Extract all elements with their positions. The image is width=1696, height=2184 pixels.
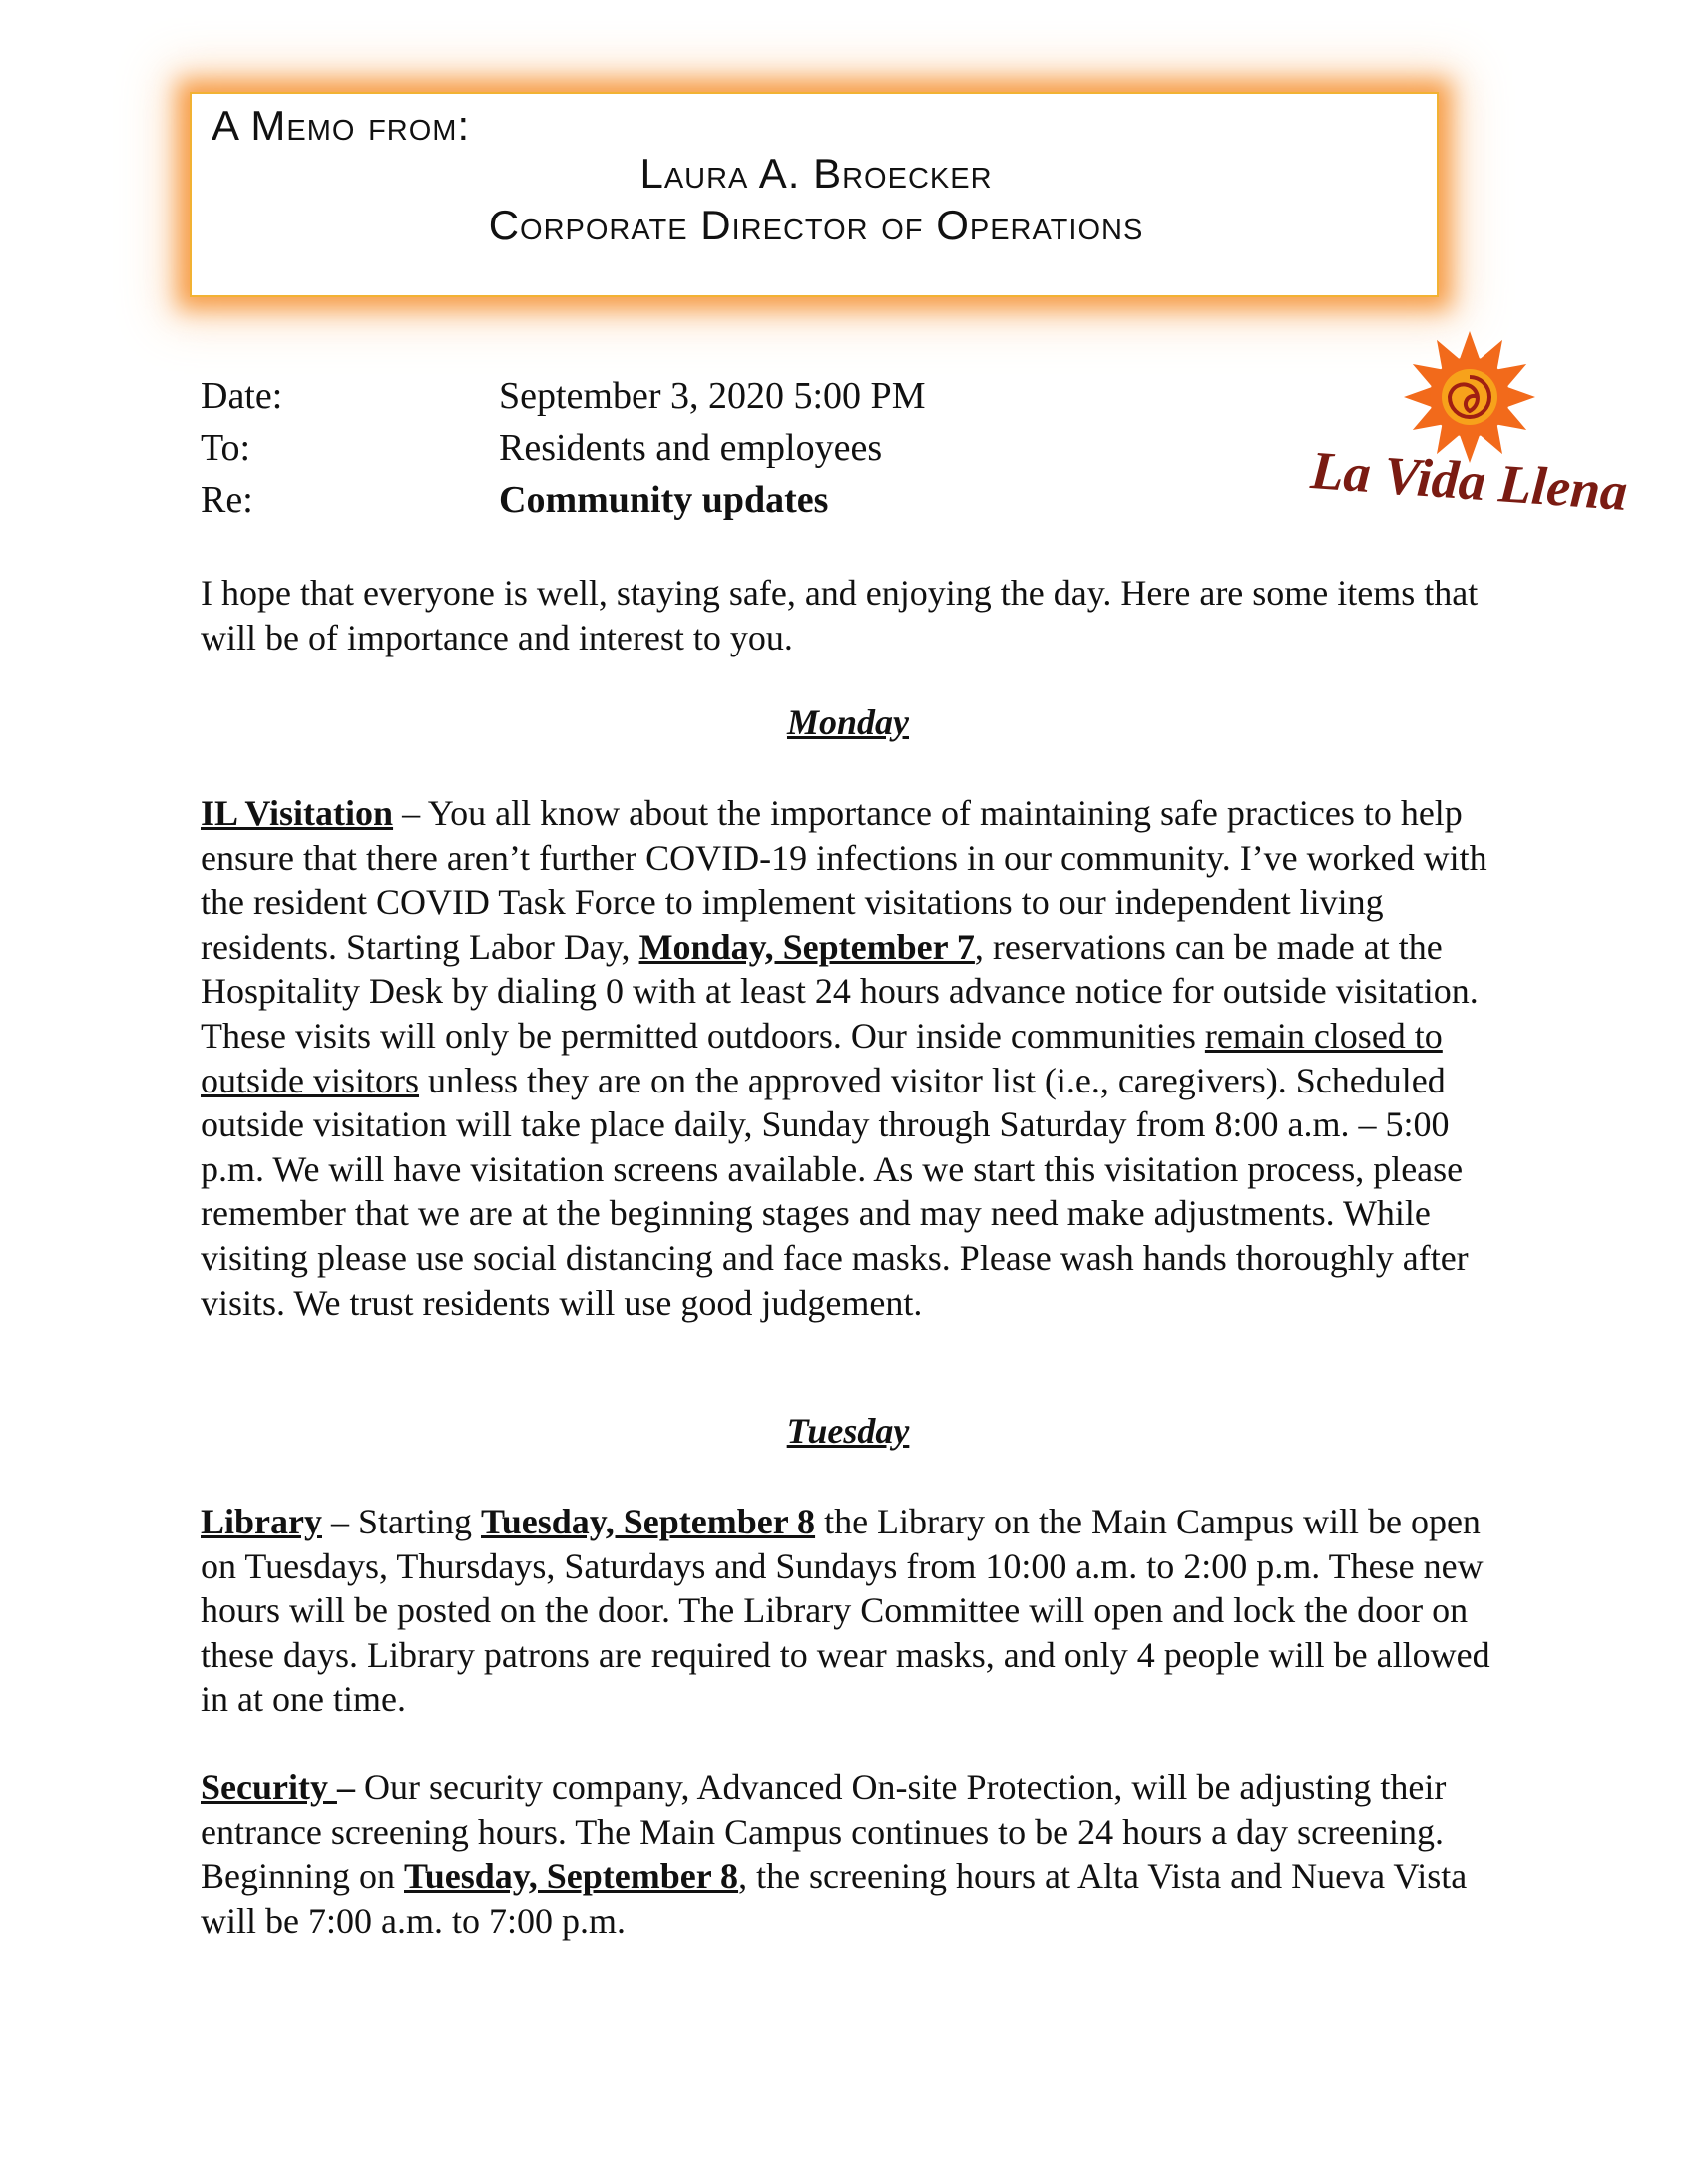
re-label: Re:	[201, 479, 253, 521]
security-title: Security	[201, 1767, 337, 1807]
memo-author-name: Laura A. Broecker	[639, 150, 993, 197]
date-label: Date:	[201, 375, 283, 417]
memo-header-box	[190, 92, 1439, 297]
to-label: To:	[201, 427, 251, 469]
security-paragraph	[201, 1765, 1517, 1943]
library-text-1: – Starting	[322, 1502, 481, 1541]
il-visitation-text-1: You all know about the importance of maintaining safe practices to help ensure that there aren’t further COVID-19 infections in our community. I’ve worked with the resident COVID Task Force to implement visitations to our independent living residents. Starting Labor Day,	[201, 793, 1487, 967]
re-value: Community updates	[499, 479, 829, 521]
il-visitation-paragraph	[201, 791, 1517, 1325]
il-visitation-underlined: remain closed to outside visitors	[201, 1015, 1443, 1100]
tuesday-heading: Tuesday	[786, 1411, 910, 1451]
library-title: Library	[201, 1502, 322, 1541]
memo-from-label: A Memo from:	[212, 102, 471, 149]
memo-author-title: Corporate Director of Operations	[488, 202, 1144, 248]
security-text-2: , the screening hours at Alta Vista and Nueva Vista will be 7:00 a.m. to 7:00 p.m.	[201, 1856, 1468, 1941]
la-vida-llena-logo	[1307, 329, 1631, 529]
date-value: September 3, 2020 5:00 PM	[499, 375, 926, 417]
library-date: Tuesday, September 8	[481, 1502, 816, 1541]
library-text-2: the Library on the Main Campus will be open on Tuesdays, Thursdays, Saturdays and Sundays from 10:00 a.m. to 2:00 p.m. These new hours will be posted on the door. The Library Committee will open and lock the door on these days. Library patrons are required to wear masks, and only 4 people will be allowed in at one time.	[201, 1502, 1490, 1720]
il-visitation-text-2: , reservations can be made at the Hospitality Desk by dialing 0 with at least 24 hours advance notice for outside visitation. These visits will only be permitted outdoors. Our inside communities	[201, 926, 1479, 1056]
library-paragraph	[201, 1500, 1517, 1722]
logo-wordmark: La Vida Llena	[1308, 440, 1630, 523]
il-visitation-text-3: unless they are on the approved visitor list (i.e., caregivers). Scheduled outside visitation will take place daily, Sunday through Saturday from 8:00 a.m. – 5:00 p.m. We will have visitation screens available. As we start this visitation process, please remember that we are at the beginning stages and may need make adjustments. While visiting please use social distancing and face masks. Please wash hands thoroughly after visits. We trust residents will use good judgement.	[201, 1060, 1469, 1323]
security-date: Tuesday, September 8	[404, 1856, 739, 1897]
il-visitation-date: Monday, September 7	[638, 926, 975, 967]
security-dash: –	[336, 1767, 355, 1807]
il-visitation-title: IL Visitation	[201, 793, 394, 833]
security-text-1: Our security company, Advanced On-site Protection, will be adjusting their entrance screening hours. The Main Campus continues to be 24 hours a day screening. Beginning on	[201, 1767, 1447, 1897]
to-value: Residents and employees	[499, 427, 883, 469]
monday-heading: Monday	[786, 702, 909, 742]
sun-icon	[1404, 331, 1535, 463]
il-visitation-dash: –	[393, 793, 428, 833]
intro-paragraph: I hope that everyone is well, staying safe, and enjoying the day. Here are some items that will be of importance and interest to you.	[201, 573, 1479, 657]
